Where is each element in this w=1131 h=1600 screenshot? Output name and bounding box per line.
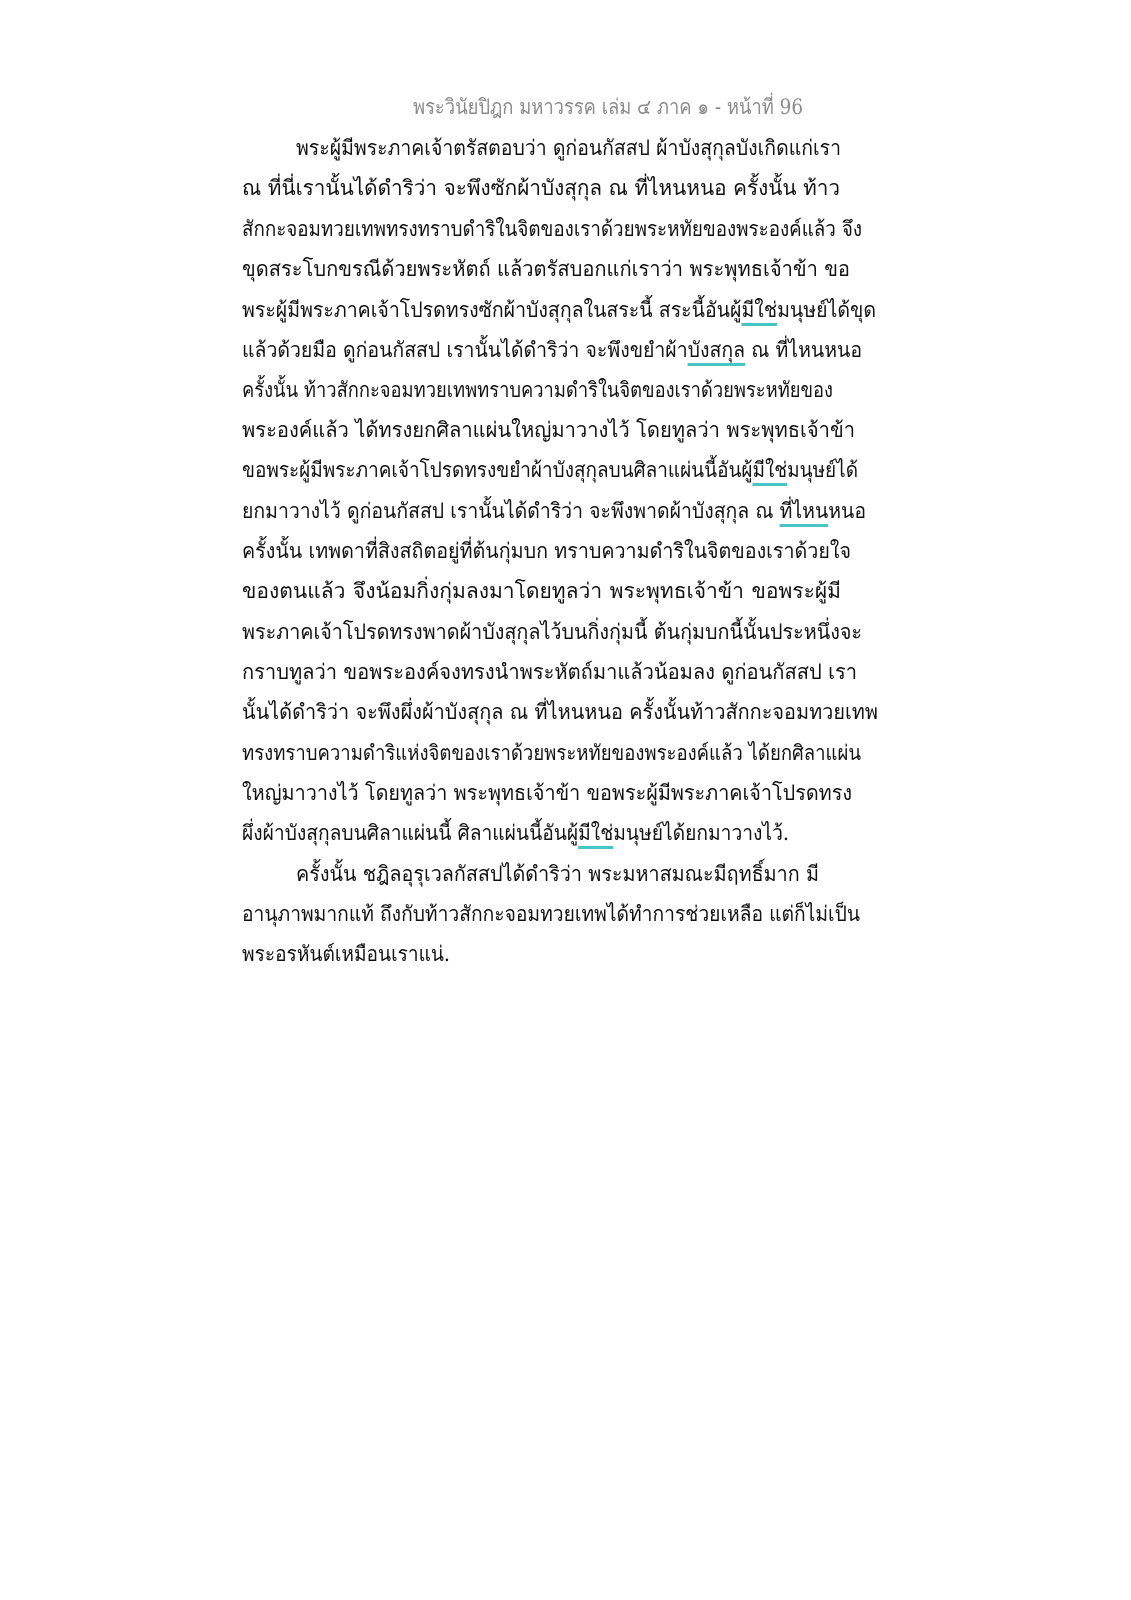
text-line [242, 813, 789, 853]
line-text: มนุษย์ได้ [787, 458, 858, 482]
text-line [242, 410, 855, 450]
text-line [296, 128, 841, 168]
text-line [242, 450, 858, 490]
line-text: ของตนแล้ว จึงน้อมกิ่งกุ่มลงมาโดยทูลว่า พระพุทธเจ้าข้า ขอพระผู้มี [242, 579, 841, 603]
text-line [242, 290, 876, 330]
text-line [242, 330, 862, 370]
text-line [242, 934, 450, 974]
text-line [242, 652, 857, 692]
line-text: พระองค์แล้ว ได้ทรงยกศิลาแผ่นใหญ่มาวางไว้ โดยทูลว่า พระพุทธเจ้าข้า [242, 418, 855, 442]
underlined-word: มีใช่ [752, 458, 788, 482]
line-text: มนุษย์ได้ขุด [777, 298, 876, 322]
text-line [296, 854, 819, 894]
line-text: ทรงทราบความดำริแห่งจิตของเราด้วยพระหทัยของพระองค์แล้ว ได้ยกศิลาแผ่น [242, 741, 861, 765]
underlined-word: ที่ไหน [779, 499, 829, 523]
line-text: นั้นได้ดำริว่า จะพึงผึ่งผ้าบังสุกุล ณ ที่ไหนหนอ ครั้งนั้นท้าวสักกะจอมทวยเทพ [242, 700, 878, 724]
line-text: พระผู้มีพระภาคเจ้าโปรดทรงซักผ้าบังสุกุลในสระนี้ สระนี้อันผู้ [242, 298, 742, 322]
text-line [242, 773, 852, 813]
line-text: ครั้งนั้น เทพดาที่สิงสถิตอยู่ที่ต้นกุ่มบก ทราบความดำริในจิตของเราด้วยใจ [242, 539, 851, 563]
text-line [242, 612, 862, 652]
text-line [242, 168, 840, 208]
line-text: ณ ที่นี่เรานั้นได้ดำริว่า จะพึงซักผ้าบังสุกุล ณ ที่ไหนหนอ ครั้งนั้น ท้าว [242, 176, 840, 200]
line-text: ครั้งนั้น ชฎิลอุรุเวลกัสสปได้ดำริว่า พระมหาสมณะมีฤทธิ์มาก มี [296, 862, 819, 886]
line-text: ขุดสระโบกขรณีด้วยพระหัตถ์ แล้วตรัสบอกแก่เราว่า พระพุทธเจ้าข้า ขอ [242, 257, 850, 281]
line-text: พระผู้มีพระภาคเจ้าตรัสตอบว่า ดูก่อนกัสสป ผ้าบังสุกุลบังเกิดแก่เรา [296, 136, 841, 160]
line-text: หนอ [828, 499, 866, 523]
line-text: สักกะจอมทวยเทพทรงทราบดำริในจิตของเราด้วยพระหทัยของพระองค์แล้ว จึง [242, 217, 862, 241]
running-header: พระวินัยปิฎก มหาวรรค เล่ม ๔ ภาค ๑ - หน้าที่ 96 [413, 95, 803, 119]
underlined-word: มีใช่ [578, 821, 614, 845]
line-text: พระอรหันต์เหมือนเราแน่. [242, 942, 450, 966]
text-line [242, 209, 862, 249]
line-text: ณ ที่ไหนหนอ [745, 338, 862, 362]
text-line [242, 692, 878, 732]
line-text: ขอพระผู้มีพระภาคเจ้าโปรดทรงขยำผ้าบังสุกุลบนศิลาแผ่นนี้อันผู้ [242, 458, 753, 482]
line-text: มนุษย์ได้ยกมาวางไว้. [613, 821, 789, 845]
text-line [242, 894, 860, 934]
line-text: พระภาคเจ้าโปรดทรงพาดผ้าบังสุกุลไว้บนกิ่งกุ่มนี้ ต้นกุ่มบกนี้นั้นประหนึ่งจะ [242, 620, 862, 644]
text-line [242, 531, 851, 571]
text-line [242, 571, 841, 611]
text-line [242, 733, 861, 773]
line-text: ผึ่งผ้าบังสุกุลบนศิลาแผ่นนี้ ศิลาแผ่นนี้อันผู้ [242, 821, 579, 845]
text-line [242, 249, 850, 289]
line-text: ใหญ่มาวางไว้ โดยทูลว่า พระพุทธเจ้าข้า ขอพระผู้มีพระภาคเจ้าโปรดทรง [242, 781, 852, 805]
line-text: แล้วด้วยมือ ดูก่อนกัสสป เรานั้นได้ดำริว่า จะพึงขยำผ้า [242, 338, 688, 362]
underlined-word: มีใช่ [741, 298, 778, 322]
underlined-word: บังสกุล [687, 338, 746, 362]
text-line [242, 491, 866, 531]
line-text: ครั้งนั้น ท้าวสักกะจอมทวยเทพทราบความดำริในจิตของเราด้วยพระหทัยของ [242, 378, 833, 402]
text-line [242, 370, 833, 410]
line-text: อานุภาพมากแท้ ถึงกับท้าวสักกะจอมทวยเทพได้ทำการช่วยเหลือ แต่ก็ไม่เป็น [242, 902, 860, 926]
line-text: กราบทูลว่า ขอพระองค์จงทรงนำพระหัตถ์มาแล้วน้อมลง ดูก่อนกัสสป เรา [242, 660, 857, 684]
line-text: ยกมาวางไว้ ดูก่อนกัสสป เรานั้นได้ดำริว่า จะพึงพาดผ้าบังสุกุล ณ [242, 499, 780, 523]
